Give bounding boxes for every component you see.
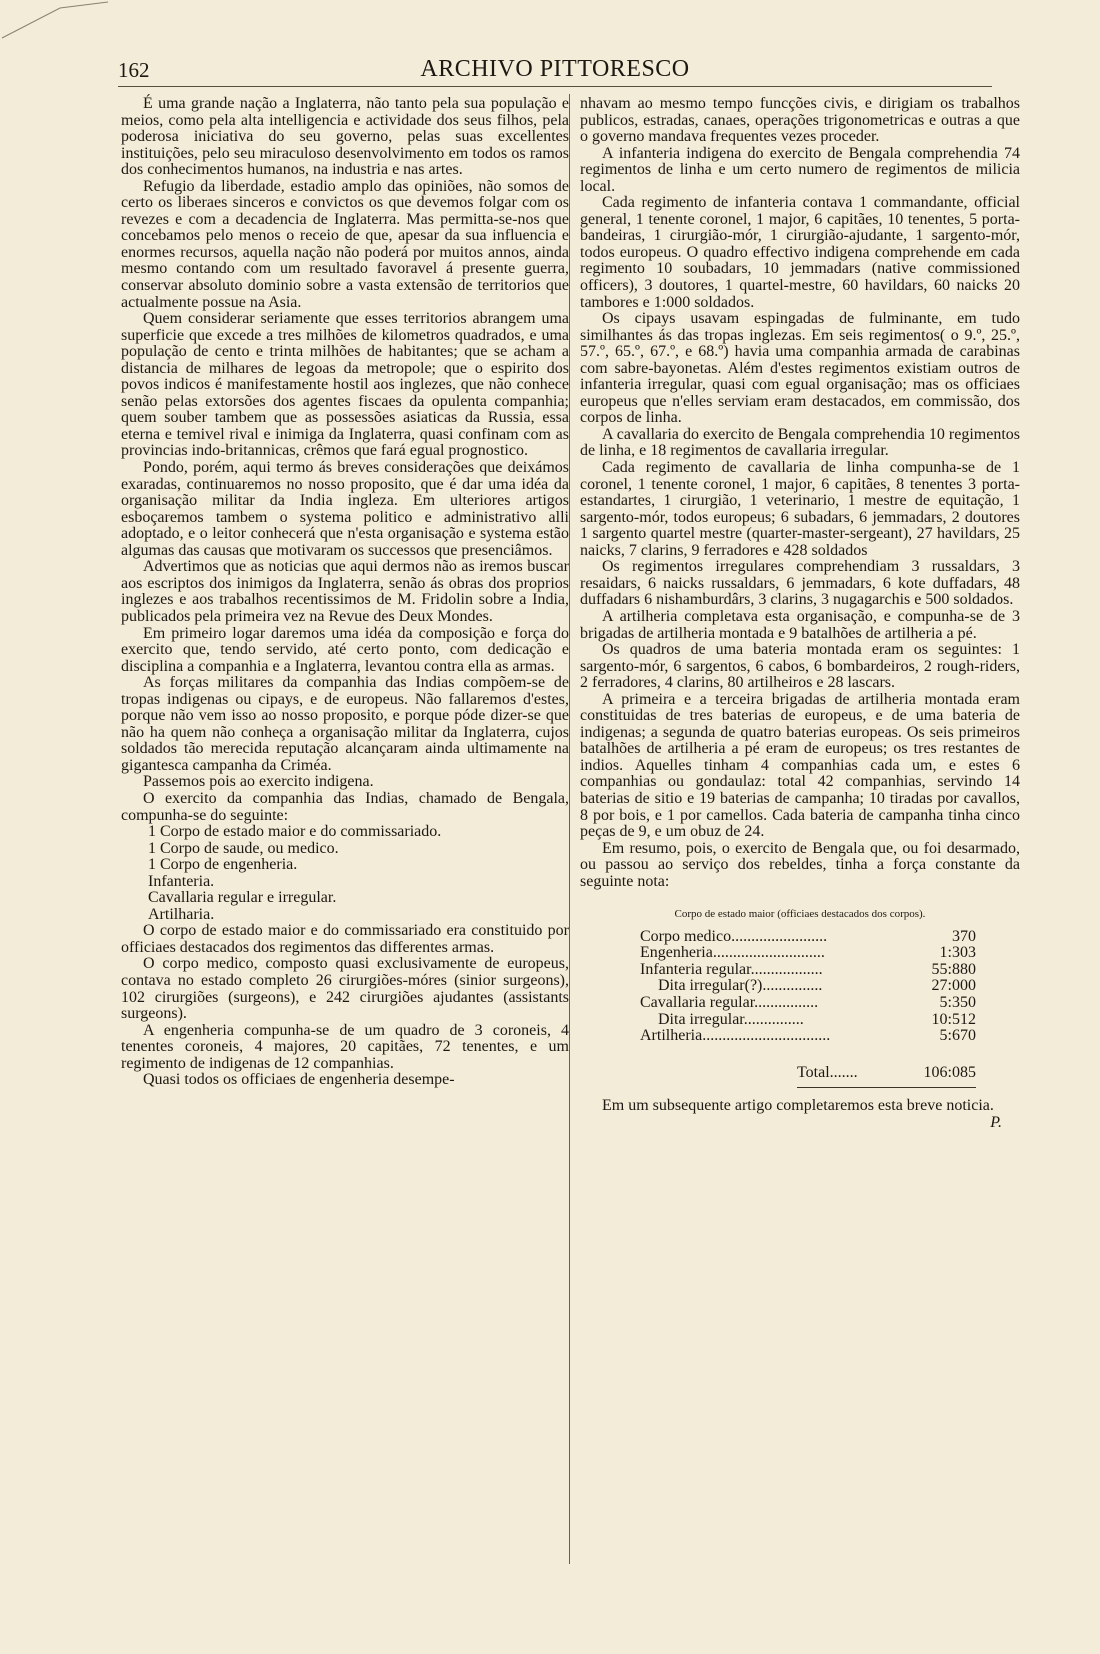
paragraph: Pondo, porém, aqui termo ás breves considerações que deixámos exaradas, continuaremos no nosso proposito, que é dar uma idéa da organisação militar da India ingleza. Em ulteriores artigos esboçaremos tambem o systema politico e administrativo alli adoptado, e o leitor conhecerá que n'esta organisação e systema estão algumas das causas que motivaram os successos que presenciâmos. — [121, 459, 569, 559]
total-label: Total....... — [797, 1063, 858, 1081]
army-composition-list — [121, 824, 569, 923]
page-number: 162 — [118, 58, 150, 82]
table-label: Artilheria................................ — [640, 1027, 831, 1045]
table-label: Cavallaria regular................ — [640, 993, 819, 1011]
table-row — [640, 995, 976, 1012]
total-value: 106:085 — [923, 1063, 976, 1081]
paragraph: A cavallaria do exercito de Bengala comprehendia 10 regimentos de linha, e 18 regimentos de cavallaria irregular. — [580, 425, 1020, 460]
list-item: 1 Corpo de engenheria. — [148, 856, 298, 874]
page-header — [118, 56, 992, 87]
table-label: Corpo medico........................ — [640, 927, 828, 945]
paragraph: O corpo de estado maior e do commissariado era constituido por officiaes destacados dos regimentos das differentes armas. — [121, 922, 569, 956]
paragraph: As forças militares da companhia das Indias compõem-se de tropas indigenas ou cipays, e de europeus. Não fallaremos d'estes, porque não vem isso ao nosso proposito, e porque póde dizer-se que não ha quem não conheça a organisação militar da Inglaterra, cujos soldados tão merecida reputação alcançaram ainda ultimamente na gigantesca campanha da Criméa. — [121, 674, 569, 774]
running-title: ARCHIVO PITTORESCO — [420, 56, 690, 82]
table-row — [640, 1012, 976, 1029]
paragraph: O exercito da companhia das Indias, chamado de Bengala, compunha-se do seguinte: — [121, 789, 569, 824]
author-signature: P. — [990, 1113, 1002, 1131]
paragraph: Passemos pois ao exercito indigena. — [143, 773, 374, 791]
paragraph: A infanteria indigena do exercito de Bengala comprehendia 74 regimentos de linha e um certo numero de regimentos de milicia local. — [580, 144, 1020, 195]
table-row — [640, 929, 976, 946]
paragraph: É uma grande nação a Inglaterra, não tanto pela sua população e meios, como pela alta intelligencia e actividade dos seus filhos, pela poderosa iniciativa do seu governo, pelas suas excellentes instituições, pelo seu miraculoso desenvolvimento em todos os ramos dos conhecimentos humanos, na industria e nas artes. — [121, 95, 569, 179]
table-total-row — [797, 1065, 976, 1082]
closing-paragraph — [580, 1097, 1020, 1131]
table-value: 5:350 — [939, 993, 976, 1011]
list-item: 1 Corpo de estado maior e do commissariado. — [148, 823, 442, 841]
paragraph: Quem considerar seriamente que esses territorios abrangem uma superficie que excede a tres milhões de kilometros quadrados, e uma população de cento e trinta milhões de habitantes; que se acham a distancia de milhares de legoas da metropole; que o espirito dos povos indicos é manifestamente hostil aos inglezes, que não conhece senão pelas extorsões dos agentes fiscaes da opulenta companhia; quem souber tambem que as possessões asiaticas da Russia, essa eterna e temivel rival e inimiga da Inglaterra, quasi confinam com as provincias indo-britannicas, crêmos que fará egual prognostico. — [121, 310, 569, 460]
table-value: 10:512 — [931, 1010, 976, 1028]
table-caption: Corpo de estado maior (officiaes destacados dos corpos). — [674, 908, 926, 921]
paragraph: A artilheria completava esta organisação, e compunha-se de 3 brigadas de artilheria montada e 9 batalhões de artilheria a pé. — [580, 607, 1020, 642]
army-strength-table — [580, 906, 1020, 1088]
paragraph: A engenheria compunha-se de um quadro de 3 coroneis, 4 tenentes coroneis, 4 majores, 20 capitães, 72 tenentes, e um regimento de indigenas de 12 companhias. — [121, 1021, 569, 1072]
table-label: Dita irregular............... — [658, 1010, 804, 1028]
table-value: 1:303 — [939, 944, 976, 962]
column-divider — [569, 94, 570, 1564]
left-column — [121, 96, 569, 1089]
list-item: Artilharia. — [148, 905, 215, 923]
paragraph: Refugio da liberdade, estadio amplo das opiniões, não somos de certo os liberaes sinceros e convictos os que devemos folgar com os revezes e com a decadencia de Inglaterra. Mas permitta-se-nos que concebamos pelo menos o receio de que, apesar da sua influencia e enormes recursos, aquella nação não poderá por muitos annos, ainda mesmo contando com um resultado favoravel á presente guerra, conservar absoluto dominio sobre a vasta extensão de territorios que actualmente possue na Asia. — [121, 177, 569, 311]
right-column — [580, 96, 1020, 1131]
list-item: 1 Corpo de saude, ou medico. — [148, 839, 339, 857]
paragraph: O corpo medico, composto quasi exclusivamente de europeus, contava no estado completo 26 cirurgiões-móres (sinior surgeons), 102 cirurgiões (surgeons), e 242 cirurgiões ajudantes (assistants surgeons). — [121, 955, 569, 1023]
table-value: 370 — [952, 927, 976, 945]
paragraph: Os cipays usavam espingadas de fulminante, em tudo similhantes ás das tropas inglezas. Em seis regimentos( o 9.º, 25.º, 57.º, 65.º, 67.º, e 68.º) havia uma companhia armada de carabinas com sabre-bayonetas. Além d'estes regimentos existiam outros de infanteria irregular, quasi com egual organisação; mas os officiaes europeus que n'elles serviam eram destacados, em commissão, dos corpos de linha. — [580, 310, 1020, 427]
table-value: 5:670 — [939, 1027, 976, 1045]
paragraph: Cada regimento de infanteria contava 1 commandante, official general, 1 tenente coronel, 1 major, 6 capitães, 10 tenentes, 5 porta-bandeiras, 1 cirurgião-mór, 1 cirurgião-ajudante, 1 sargento-mór, todos europeus. O quadro effectivo indigena comprehende em cada regimento 10 soubadars, 10 jemmadars (native commissioned officers), 3 doutores, 1 quartel-mestre, 60 havildars, 60 naicks 20 tambores e 1:000 soldados. — [580, 194, 1020, 311]
paragraph: A primeira e a terceira brigadas de artilheria montada eram constituidas de tres baterias de europeus, e de uma bateria de indigenas; a segunda de quatro baterias europeas. Os seis primeiros batalhões de artilheria a pé eram de europeus; os tres restantes de indios. Aquelles tinham 4 companhias cada um, e estes 6 companhias ou gondaulaz: total 42 companhias, servindo 14 baterias de sitio e 19 baterias de campanha; 10 tiradas por cavallos, 8 por bois, e 1 por camellos. Cada bateria de campanha tinha cinco peças de 9, e um obuz de 24. — [580, 690, 1020, 841]
paragraph: Em primeiro logar daremos uma idéa da composição e força do exercito que, tendo servido, até certo ponto, com dedicação e disciplina a companhia e a Inglaterra, levantou contra ella as armas. — [121, 624, 569, 675]
total-rule — [797, 1087, 976, 1088]
table-label: Infanteria regular.................. — [640, 960, 823, 978]
table-label: Engenheria............................ — [640, 944, 825, 962]
paragraph: Advertimos que as noticias que aqui dermos não as iremos buscar aos escriptos dos inimigos da Inglaterra, senão ás obras dos proprios inglezes e aos trabalhos recentissimos de M. Fridolin sobre a India, publicados pela primeira vez na Revue des Deux Mondes. — [121, 558, 569, 625]
paragraph: nhavam ao mesmo tempo funcções civis, e dirigiam os trabalhos publicos, estradas, canaes, operações trigonometricas e outras a que o governo mandava frequentes vezes proceder. — [580, 95, 1020, 146]
paragraph: Os quadros de uma bateria montada eram os seguintes: 1 sargento-mór, 6 sargentos, 6 cabos, 6 bombardeiros, 2 rough-riders, 2 ferradores, 4 clarins, 80 artilheiros e 28 lascars. — [580, 641, 1020, 692]
table-value: 27:000 — [931, 977, 976, 995]
paragraph: Em resumo, pois, o exercito de Bengala que, ou foi desarmado, ou passou ao serviço dos rebeldes, tinha a força constante da seguinte nota: — [580, 839, 1020, 890]
table-value: 55:880 — [931, 960, 976, 978]
table-row — [640, 945, 976, 962]
list-item: Infanteria. — [148, 872, 215, 890]
corner-pencil-mark — [0, 0, 110, 40]
paragraph: Os regimentos irregulares comprehendiam 3 russaldars, 3 resaidars, 6 naicks russaldars, 6 jemmadars, 6 kote duffadars, 48 duffadars 6 nishamburdârs, 3 clarins, 3 nugagarchis e 500 soldados. — [580, 558, 1020, 609]
list-item: Cavallaria regular e irregular. — [148, 889, 337, 907]
paragraph: Quasi todos os officiaes de engenheria desempe- — [143, 1071, 455, 1089]
table-row — [640, 962, 976, 979]
table-row — [640, 978, 976, 995]
closing-text: Em um subsequente artigo completaremos esta breve noticia. — [602, 1097, 994, 1115]
paragraph: Cada regimento de cavallaria de linha compunha-se de 1 coronel, 1 tenente coronel, 1 major, 6 capitães, 8 tenentes 3 porta-estandartes, 1 cirurgião, 1 veterinario, 1 mestre de equitação, 1 sargento-mór, todos europeus; 6 subadars, 6 jemmadars, 2 doutores 1 sargento quartel mestre (quarter-master-sergeant), 27 havildars, 25 naicks, 7 clarins, 9 ferradores e 428 soldados — [580, 459, 1020, 559]
table-row — [640, 1028, 976, 1045]
table-label: Dita irregular(?)............... — [658, 977, 823, 995]
